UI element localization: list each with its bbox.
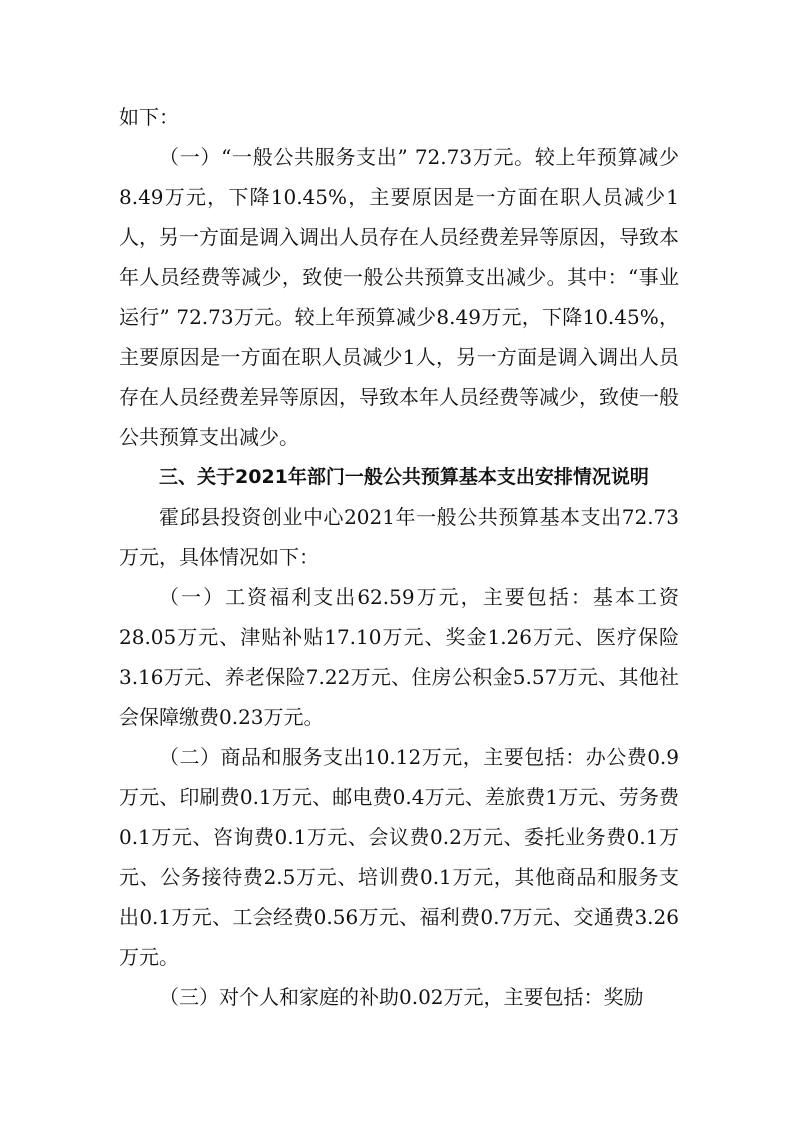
paragraph-goods-services: （二）商品和服务支出10.12万元，主要包括：办公费0.9万元、印刷费0.1万元、邮电费0.4万元、差旅费1万元、劳务费0.1万元、咨询费0.1万元、会议费0.2万元、委托业务费0.1万元、公务接待费2.5万元、培训费0.1万元，其他商品和服务支出0.1万元、工会经费0.56万元、福利费0.7万元、交通费3.26万元。	[119, 745, 679, 969]
paragraph-household-subsidies: （三）对个人和家庭的补助0.02万元，主要包括：奖励	[159, 985, 644, 1009]
paragraph-basic-expenditure-summary: 霍邱县投资创业中心2021年一般公共预算基本支出72.73万元，具体情况如下：	[119, 505, 679, 569]
section-heading-basic-expenditure: 三、关于2021年部门一般公共预算基本支出安排情况说明	[159, 466, 649, 488]
paragraph-wages-welfare: （一）工资福利支出62.59万元，主要包括：基本工资28.05万元、津贴补贴17.10万元、奖金1.26万元、医疗保险3.16万元、养老保险7.22万元、住房公积金5.57万元、其他社会保障缴费0.23万元。	[119, 585, 679, 729]
document-body	[119, 97, 679, 1017]
continuation-text: 如下：	[119, 105, 179, 129]
paragraph-general-public-services: （一）“一般公共服务支出” 72.73万元。较上年预算减少8.49万元，下降10.45%，主要原因是一方面在职人员减少1人，另一方面是调入调出人员存在人员经费差异等原因，导致本年人员经费等减少，致使一般公共预算支出减少。其中：“事业运行” 72.73万元。较上年预算减少8.49万元，下降10.45%，主要原因是一方面在职人员减少1人，另一方面是调入调出人员存在人员经费差异等原因，导致本年人员经费等减少，致使一般公共预算支出减少。	[119, 145, 679, 449]
